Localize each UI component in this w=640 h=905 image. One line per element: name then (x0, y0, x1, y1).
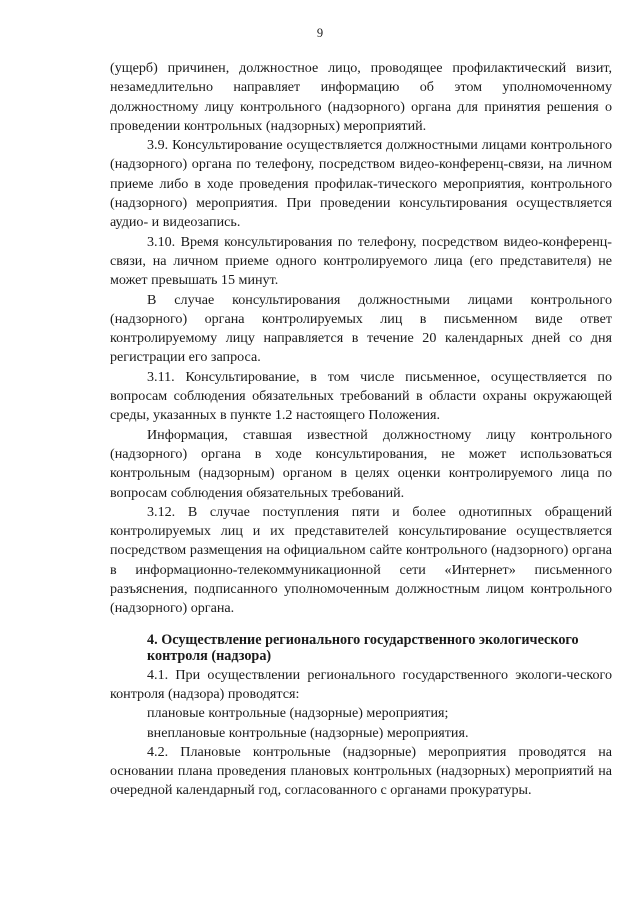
list-item-planned: плановые контрольные (надзорные) мероприятия; (147, 705, 449, 722)
paragraph-written-consultation: В случае консультирования должностными лицами контрольного (надзорного) органа контролируемых лиц в письменном виде ответ контролируемому лицу направляется в течение 20 календарных дней со дня регистрации его запроса. (110, 291, 612, 366)
paragraph-continuation: (ущерб) причинен, должностное лицо, проводящее профилактический визит, незамедлительно направляет информацию об этом уполномоченному должностному лицу контрольного (надзорного) органа для принятия решения о проведении контрольных (надзорных) мероприятий. (110, 60, 612, 134)
page-number: 9 (316, 26, 324, 40)
list-item-unplanned: внеплановые контрольные (надзорные) мероприятия. (147, 724, 469, 741)
paragraph-3-10: 3.10. Время консультирования по телефону, посредством видео-конференц-связи, на личном приеме одного контролируемого лица (его представителя) не может превышать 15 минут. (110, 233, 612, 289)
document-body (110, 59, 612, 801)
paragraph-3-11: 3.11. Консультирование, в том числе письменное, осуществляется по вопросам соблюдения обязательных требований в области охраны окружающей среды, указанных в пункте 1.2 настоящего Положения. (110, 368, 612, 424)
paragraph-3-12: 3.12. В случае поступления пяти и более однотипных обращений контролируемых лиц и их представителей консультирование осуществляется посредством размещения на официальном сайте контрольного (надзорного) органа в информационно-телекоммуникационной сети «Интернет» письменного разъяснения, подписанного уполномоченным должностным лицом контрольного (надзорного) органа. (110, 503, 612, 617)
paragraph-information-use: Информация, ставшая известной должностному лицу контрольного (надзорного) органа в ходе консультирования, не может использоваться контрольным (надзорным) органом в целях оценки контролируемого лица по вопросам соблюдения обязательных требований. (110, 426, 612, 501)
section-4-heading: 4. Осуществление регионального государственного экологического контроля (надзора) (147, 631, 579, 664)
paragraph-3-9: 3.9. Консультирование осуществляется должностными лицами контрольного (надзорного) органа по телефону, посредством видео-конференц-связи, на личном приеме либо в ходе проведения профилак-тического мероприятия, контрольного (надзорного) мероприятия. При проведении консультирования осуществляется аудио- и видеозапись. (110, 137, 612, 231)
paragraph-4-2: 4.2. Плановые контрольные (надзорные) мероприятия проводятся на основании плана проведения плановых контрольных (надзорных) мероприятий на очередной календарный год, согласованного с органами прокуратуры. (110, 743, 612, 799)
paragraph-4-1: 4.1. При осуществлении регионального государственного экологи-ческого контроля (надзора) проводятся: (110, 666, 612, 702)
